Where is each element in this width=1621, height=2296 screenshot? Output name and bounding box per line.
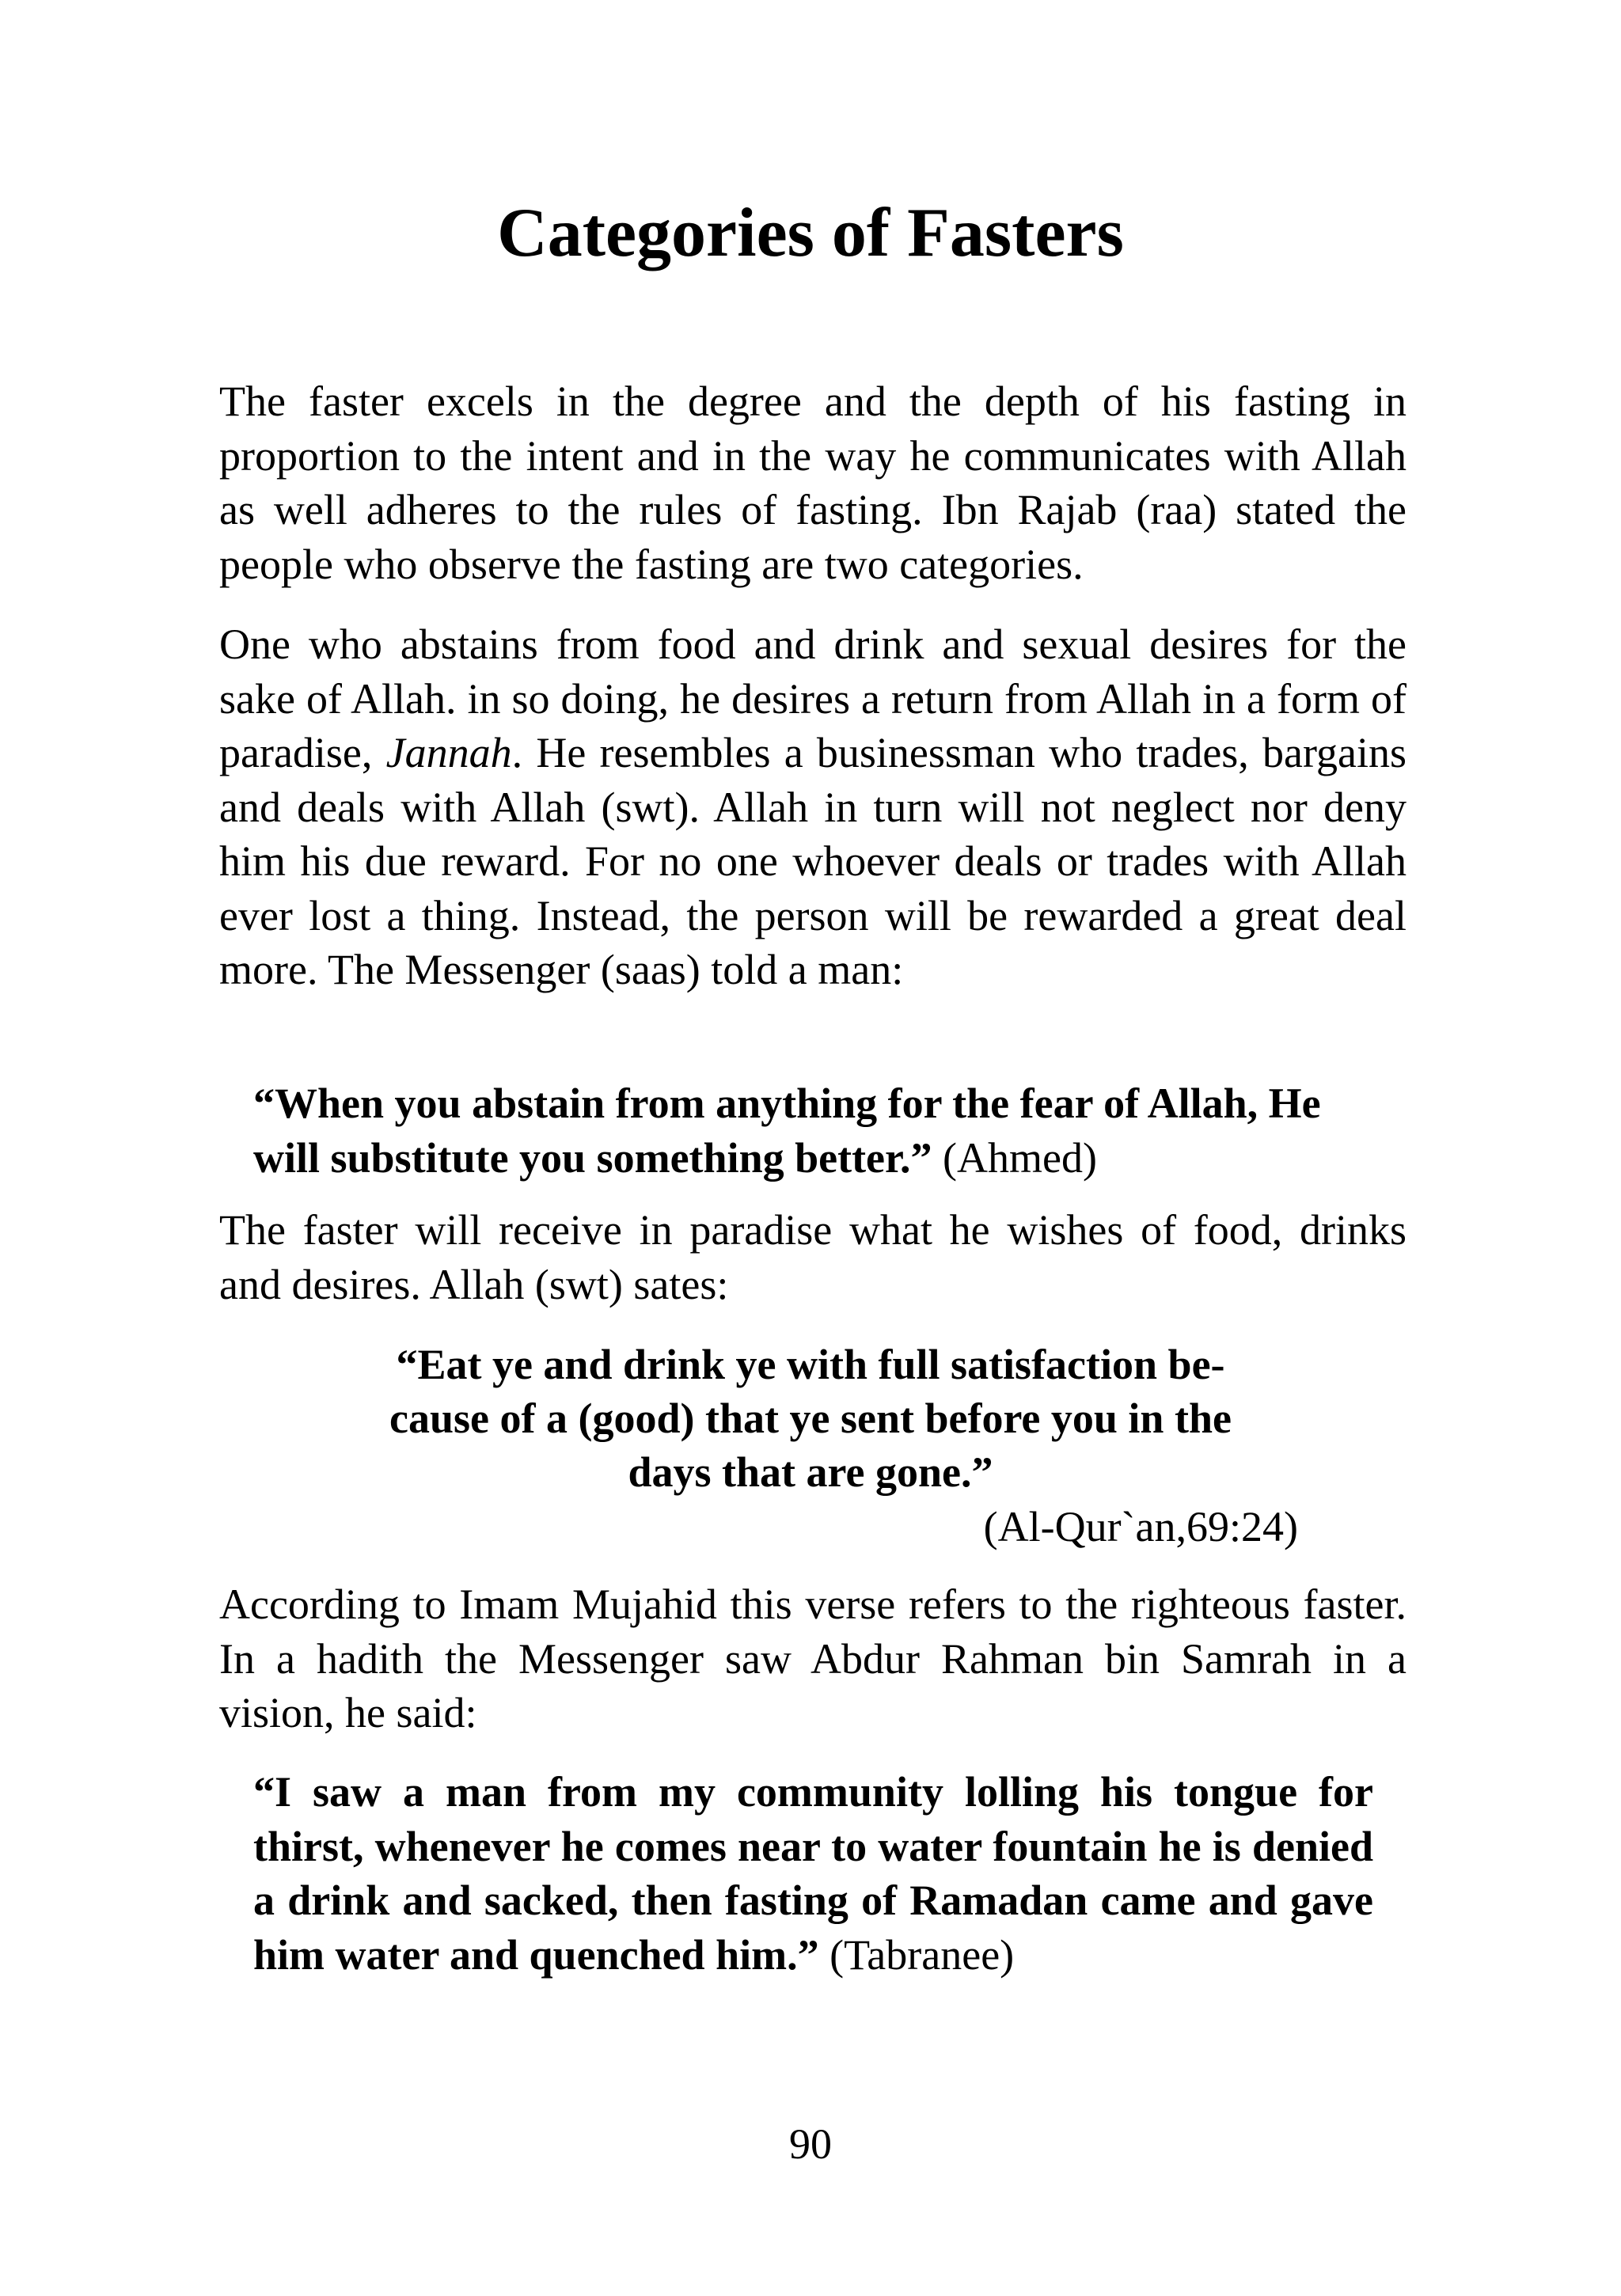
verse-line-3: days that are gone.” (628, 1448, 993, 1496)
hadith-quote-ahmed (253, 1076, 1373, 1185)
verse-citation: (Al-Qur`an,69:24) (983, 1503, 1298, 1550)
hadith-quote-tabranee-source: (Tabranee) (818, 1930, 1015, 1979)
hadith-quote-ahmed-text: “When you abstain from anything for the fear of Allah, He will substitute you something better.” (253, 1080, 1321, 1182)
verse-line-1: “Eat ye and drink ye with full satisfaction be- (396, 1341, 1225, 1388)
paragraph-paradise: The faster will receive in paradise what he wishes of food, drinks and desires. Allah (swt) sates: (219, 1206, 1407, 1308)
page-title: Categories of Fasters (497, 195, 1124, 271)
paragraph-mujahid: According to Imam Mujahid this verse refers to the righteous faster. In a hadith the Messenger saw Abdur Rahman bin Samrah in a vision, he said: (219, 1581, 1407, 1736)
paragraph-intro: The faster excels in the degree and the depth of his fasting in proportion to the intent and in the way he communicates with Allah as well adheres to the rules of fasting. Ibn Rajab (raa) stated the people who observe the fasting are two categories. (219, 378, 1407, 588)
paragraph-first-category-text-2: . He resembles a businessman who trades, bargains and deals with Allah (swt). Allah in turn will not neglect nor deny him his due reward. For no one whoever deals or trades with Allah ever lost a thing. Instead, the person will be rewarded a great deal more. The Messenger (saas) told a man: (219, 729, 1407, 993)
paragraph-first-category-text-1: One who abstains from food and drink and sexual desires for the sake of Allah. in so doing, he desires a return from Allah in a form of paradise, (219, 620, 1407, 776)
hadith-quote-tabranee (253, 1765, 1373, 1982)
paragraph-first-category (219, 617, 1407, 997)
verse-line-2: cause of a (good) that ye sent before you in the (389, 1395, 1232, 1442)
page-number: 90 (789, 2120, 832, 2168)
hadith-quote-ahmed-source: (Ahmed) (932, 1133, 1097, 1182)
jannah-term: Jannah (385, 729, 512, 776)
hadith-quote-tabranee-text: “I saw a man from my community lolling his tongue for thirst, whenever he comes near to water fountain he is denied a drink and sacked, then fasting of Ramadan came and gave him water and quenched him.” (253, 1768, 1373, 1979)
